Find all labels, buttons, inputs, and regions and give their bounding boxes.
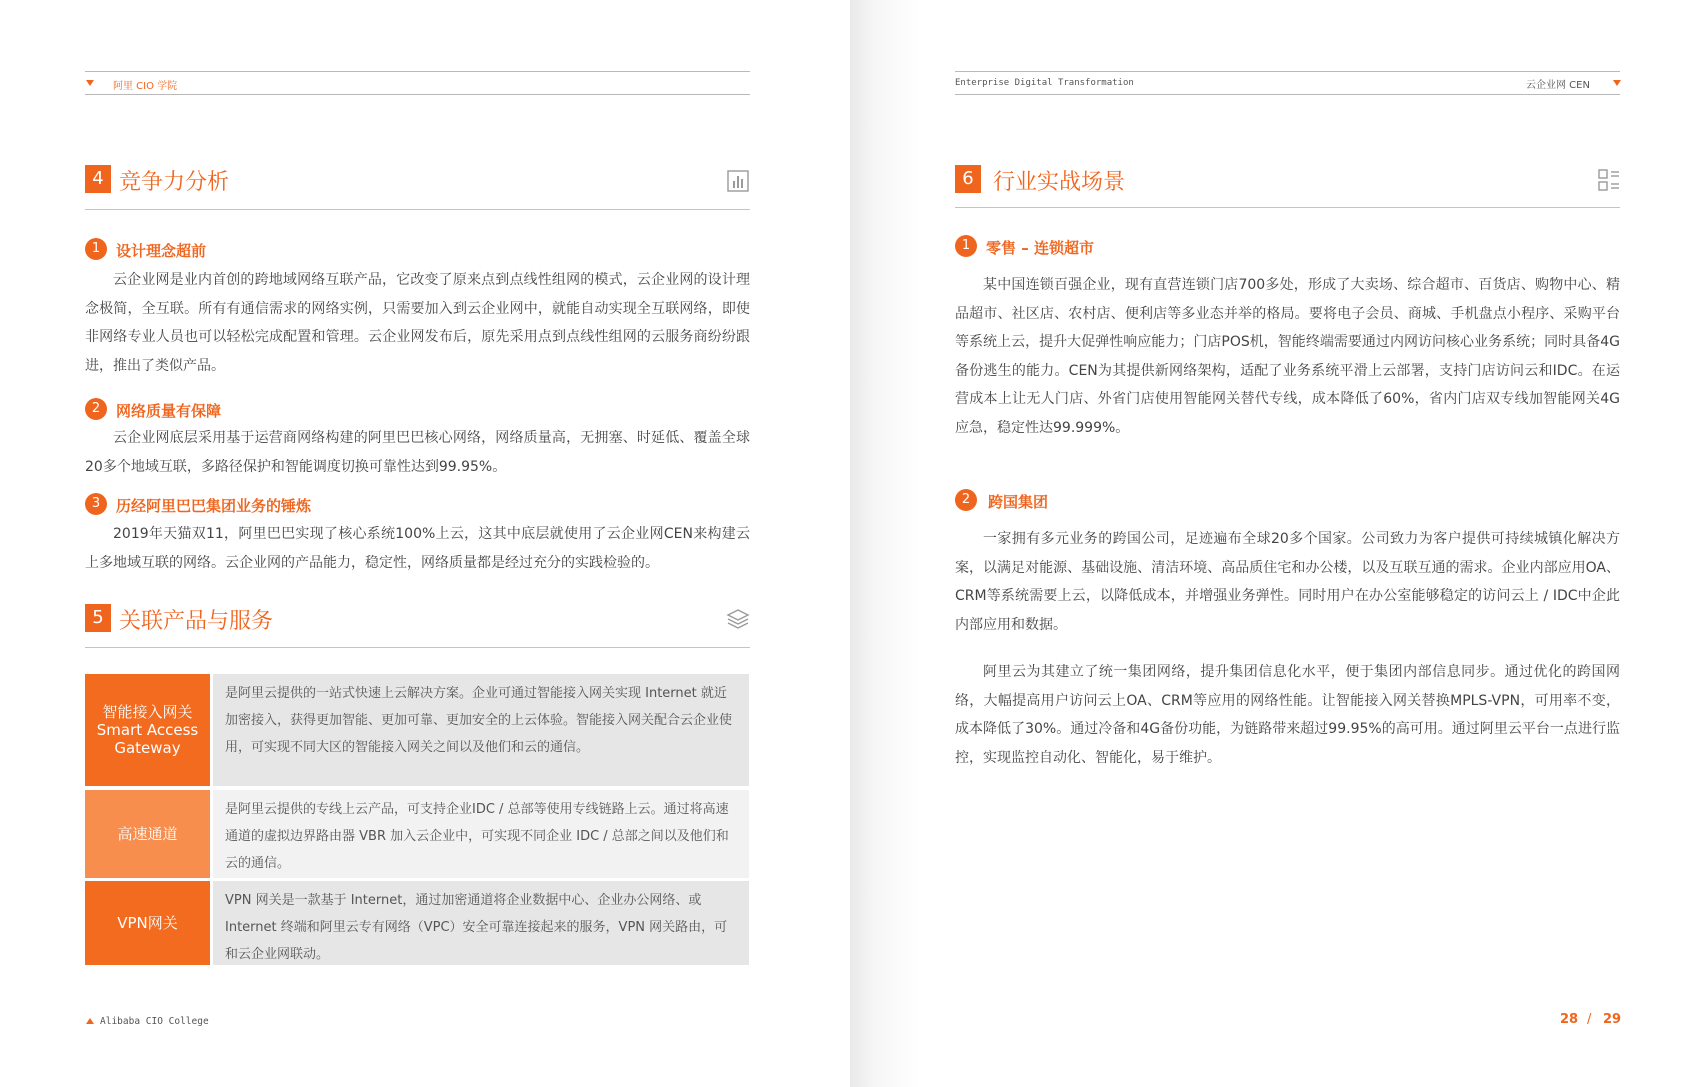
chart-icon <box>727 170 749 192</box>
grid-icon <box>1598 169 1620 191</box>
page-number-left: 28 <box>1560 1012 1579 1027</box>
header-rule-bottom <box>955 94 1620 95</box>
page-number-separator: / <box>1587 1012 1592 1027</box>
product-label: VPN网关 <box>85 881 210 965</box>
subsection-title: 零售 – 连锁超市 <box>986 239 1094 257</box>
product-description: 是阿里云提供的专线上云产品，可支持企业IDC / 总部等使用专线链路上云。通过将高速通道的虚拟边界路由器 VBR 加入云企业中，可实现不同企业 IDC / 总部之间以及他们和云的通信。 <box>213 790 749 878</box>
paragraph: 云企业网是业内首创的跨地域网络互联产品，它改变了原来点到点线性组网的模式，云企业网的设计理念极简，全互联。所有有通信需求的网络实例，只需要加入到云企业网中，就能自动实现全互联网络，即使非网络专业人员也可以轻松完成配置和管理。云企业网发布后，原先采用点到点线性组网的云服务商纷纷跟进，推出了类似产品。 <box>85 272 750 374</box>
section-rule <box>85 647 750 648</box>
section-number: 6 <box>955 165 981 193</box>
paragraph: 2019年天猫双11，阿里巴巴实现了核心系统100%上云，这其中底层就使用了云企业网CEN来构建云上多地域互联的网络。云企业网的产品能力，稳定性，网络质量都是经过充分的实践检验的。 <box>85 526 750 571</box>
section-number: 5 <box>85 604 111 632</box>
section-number: 4 <box>85 165 111 193</box>
table-row <box>85 790 749 878</box>
subsection-title: 历经阿里巴巴集团业务的锤炼 <box>116 497 312 515</box>
section-title: 竞争力分析 <box>119 170 230 195</box>
subsection-number: 1 <box>85 238 107 260</box>
paragraph: 阿里云为其建立了统一集团网络，提升集团信息化水平，便于集团内部信息同步。通过优化的跨国网络，大幅提高用户访问云上OA、CRM等应用的网络性能。让智能接入网关替换MPLS-VPN，可用率不变，成本降低了30%。通过冷备和4G备份功能，为链路带来超过99.95%的高可用。通过阿里云平台一点进行监控，实现监控自动化、智能化，易于维护。 <box>955 664 1620 766</box>
paragraph: 某中国连锁百强企业，现有直营连锁门店700多处，形成了大卖场、综合超市、百货店、购物中心、精品超市、社区店、农村店、便利店等多业态并举的格局。要将电子会员、商城、手机盘点小程序、采购平台等系统上云，提升大促弹性响应能力；门店POS机，智能终端需要通过内网访问核心业务系统；同时具备4G备份逃生的能力。CEN为其提供新网络架构，适配了业务系统平滑上云部署，支持门店访问云和IDC。在运营成本上让无人门店、外省门店使用智能网关替代专线，成本降低了60%，省内门店双专线加智能网关4G应急，稳定性达99.999%。 <box>955 277 1620 436</box>
paragraph: 一家拥有多元业务的跨国公司，足迹遍布全球20多个国家。公司致力为客户提供可持续城镇化解决方案，以满足对能源、基础设施、清洁环境、高品质住宅和办公楼，以及互联互通的需求。企业内部应用OA、CRM等系统需要上云，以降低成本，并增强业务弹性。同时用户在办公室能够稳定的访问云上 / IDC中企此内部应用和数据。 <box>955 531 1620 633</box>
layers-icon <box>726 607 750 631</box>
product-name-en: Smart Access Gateway <box>96 721 199 757</box>
right-page <box>850 0 1701 1087</box>
header-rule-top <box>85 71 750 72</box>
header-product: 云企业网 CEN <box>1526 80 1590 91</box>
section-rule <box>85 209 750 210</box>
subsection-number: 1 <box>955 235 977 257</box>
footer-left-text: Alibaba CIO College <box>100 1016 209 1027</box>
subsection-number: 2 <box>955 489 977 511</box>
header-triangle-icon <box>86 80 94 86</box>
page-number-right: 29 <box>1603 1012 1622 1027</box>
product-description: VPN 网关是一款基于 Internet，通过加密通道将企业数据中心、企业办公网络、或Internet 终端和阿里云专有网络（VPC）安全可靠连接起来的服务，VPN 网关路由，可和云企业网联动。 <box>213 881 749 965</box>
product-name-cn: 智能接入网关 <box>102 703 193 721</box>
subsection-title: 跨国集团 <box>988 493 1049 511</box>
header-rule-bottom <box>85 94 750 95</box>
header-triangle-icon <box>1613 80 1621 86</box>
product-label: 高速通道 <box>85 790 210 878</box>
section-title: 行业实战场景 <box>993 170 1126 195</box>
header-rule-top <box>955 71 1620 72</box>
subsection-number: 3 <box>85 493 107 515</box>
header-brand: 阿里 CIO 学院 <box>113 81 178 92</box>
subsection-number: 2 <box>85 398 107 420</box>
subsection-title: 网络质量有保障 <box>116 402 222 420</box>
product-description: 是阿里云提供的一站式快速上云解决方案。企业可通过智能接入网关实现 Internet 就近加密接入，获得更加智能、更加可靠、更加安全的上云体验。智能接入网关配合云企业使用，可实现不同大区的智能接入网关之间以及他们和云的通信。 <box>213 674 749 786</box>
section-title: 关联产品与服务 <box>119 609 274 634</box>
table-row <box>85 881 749 965</box>
subsection-title: 设计理念超前 <box>116 242 207 260</box>
paragraph: 云企业网底层采用基于运营商网络构建的阿里巴巴核心网络，网络质量高，无拥塞、时延低、覆盖全球20多个地域互联，多路径保护和智能调度切换可靠性达到99.95%。 <box>85 430 750 475</box>
table-row <box>85 674 749 786</box>
section-rule <box>955 207 1620 208</box>
product-label <box>85 674 210 786</box>
header-subtitle: Enterprise Digital Transformation <box>955 78 1134 88</box>
footer-triangle-icon <box>86 1018 94 1024</box>
